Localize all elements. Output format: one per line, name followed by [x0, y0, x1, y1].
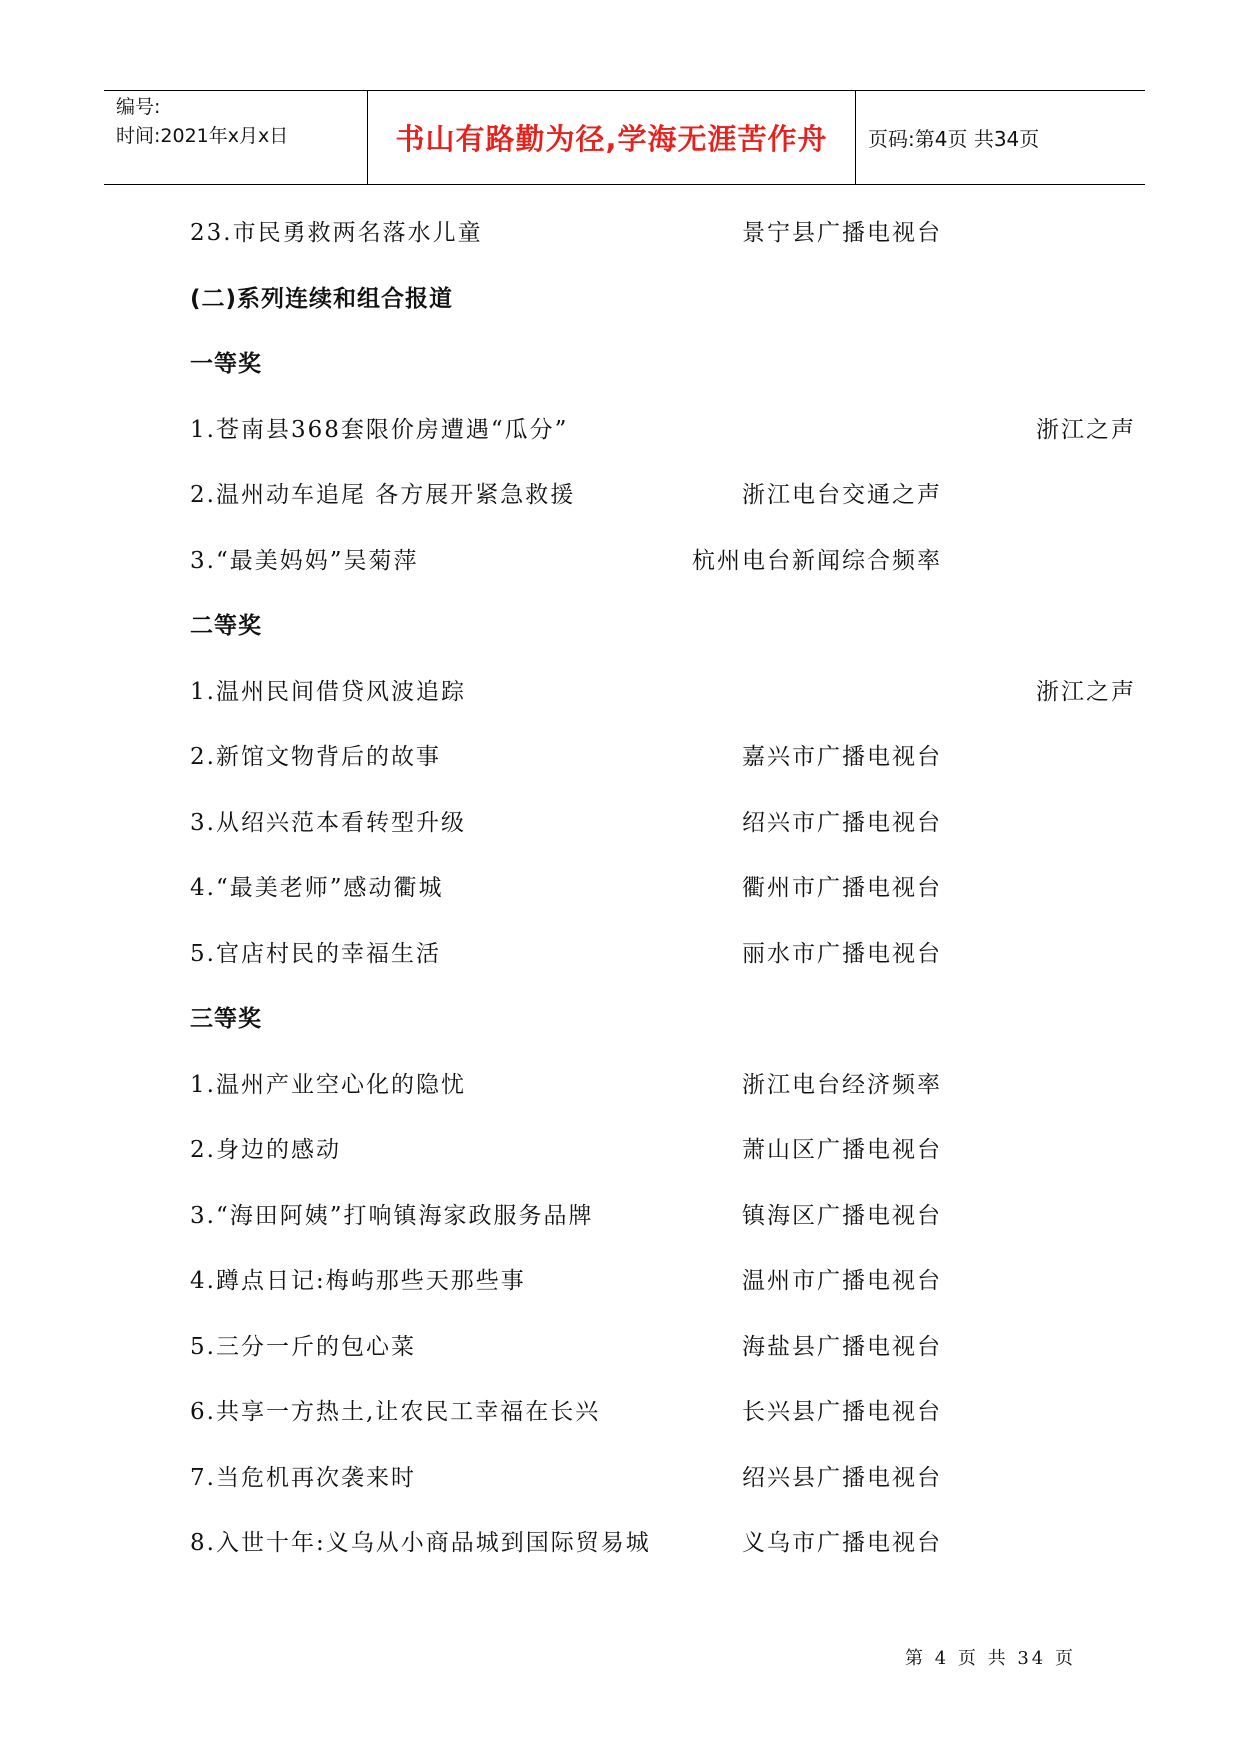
award-list: [190, 214, 1136, 1590]
item-title: 3.“海田阿姨”打响镇海家政服务品牌: [190, 1202, 594, 1229]
list-item: [190, 1524, 1090, 1590]
item-organization: 温州市广播电视台: [742, 1268, 942, 1294]
item-title: 7.当危机再次袭来时: [190, 1464, 416, 1491]
item-title: 3.“最美妈妈”吴菊萍: [190, 547, 419, 574]
list-item: [190, 673, 1136, 739]
item-title: 5.三分一斤的包心菜: [190, 1333, 416, 1360]
item-organization: 绍兴县广播电视台: [742, 1464, 942, 1491]
item-title: 1.温州民间借贷风波追踪: [190, 678, 466, 705]
list-item: [190, 411, 1136, 477]
list-item: [190, 1393, 1090, 1459]
header-motto: 书山有路勤为径,学海无涯苦作舟: [368, 91, 856, 184]
item-organization: 浙江之声: [1036, 678, 1136, 705]
item-title: 1.苍南县368套限价房遭遇“瓜分”: [190, 416, 569, 443]
item-title: 8.入世十年:义乌从小商品城到国际贸易城: [190, 1530, 651, 1556]
list-item: [190, 1197, 1090, 1263]
list-item: [190, 1328, 1090, 1394]
page-footer: 第 4 页 共 34 页: [905, 1648, 1076, 1669]
header-left-cell: [104, 91, 368, 184]
item-title: 2.新馆文物背后的故事: [190, 744, 441, 770]
item-title: 5.官店村民的幸福生活: [190, 940, 441, 967]
item-organization: 嘉兴市广播电视台: [742, 744, 942, 770]
list-item: [190, 869, 1090, 935]
list-item: [190, 804, 1090, 870]
item-organization: 长兴县广播电视台: [742, 1399, 942, 1425]
list-item: [190, 542, 1090, 608]
item-organization: 丽水市广播电视台: [742, 940, 942, 967]
item-title: 1.温州产业空心化的隐忧: [190, 1071, 466, 1098]
item-organization: 浙江电台经济频率: [742, 1071, 942, 1098]
item-organization: 浙江电台交通之声: [742, 482, 942, 508]
list-item: [190, 1066, 1090, 1132]
item-organization: 镇海区广播电视台: [742, 1202, 942, 1229]
item-title: 23.市民勇救两名落水儿童: [190, 220, 483, 246]
page-header: [104, 90, 1145, 185]
list-item: [190, 1459, 1090, 1525]
document-number-label: 编号:: [116, 96, 161, 118]
item-title: 4.“最美老师”感动衢城: [190, 875, 444, 901]
item-title: 6.共享一方热土,让农民工幸福在长兴: [190, 1399, 601, 1425]
item-organization: 衢州市广播电视台: [742, 875, 942, 901]
item-organization: 义乌市广播电视台: [742, 1530, 942, 1556]
item-title: 2.温州动车追尾 各方展开紧急救援: [190, 482, 576, 508]
item-title: 2.身边的感动: [190, 1137, 341, 1163]
header-page-info: 页码:第4页 共34页: [868, 127, 1040, 151]
section-heading: 一等奖: [190, 351, 262, 377]
item-title: 3.从绍兴范本看转型升级: [190, 809, 466, 836]
list-item: [190, 476, 1090, 542]
item-title: 4.蹲点日记:梅屿那些天那些事: [190, 1268, 526, 1294]
document-time-label: 时间:2021年x月x日: [116, 125, 289, 147]
item-organization: 浙江之声: [1036, 416, 1136, 443]
section-heading: (二)系列连续和组合报道: [190, 285, 454, 312]
list-item: [190, 1262, 1090, 1328]
item-organization: 萧山区广播电视台: [742, 1137, 942, 1163]
item-organization: 景宁县广播电视台: [742, 220, 942, 246]
list-item: [190, 738, 1090, 804]
section-heading: 三等奖: [190, 1006, 262, 1032]
item-organization: 绍兴市广播电视台: [742, 809, 942, 836]
section-heading: 二等奖: [190, 613, 262, 639]
list-item: [190, 1131, 1090, 1197]
list-item: [190, 935, 1090, 1001]
item-organization: 海盐县广播电视台: [742, 1333, 942, 1360]
item-organization: 杭州电台新闻综合频率: [692, 547, 942, 574]
list-item: [190, 214, 1090, 280]
